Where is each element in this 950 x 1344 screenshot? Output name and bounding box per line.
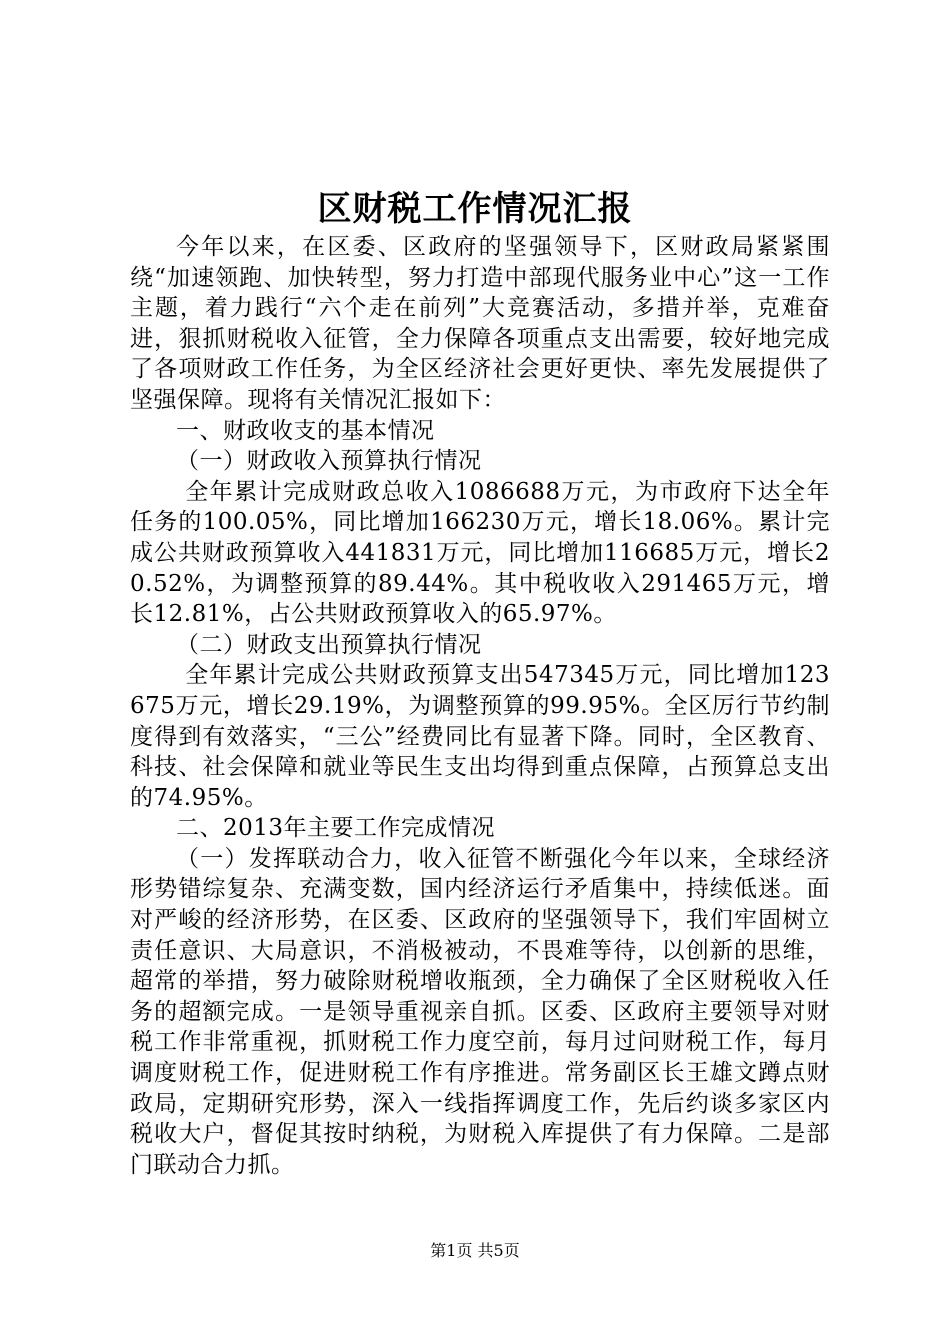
subsection-heading-1-1: （一）财政收入预算执行情况 (176, 448, 482, 475)
intro-paragraph: 今年以来，在区委、区政府的坚强领导下，区财政局紧紧围绕“加速领跑、加快转型，努力打造中部现代服务业中心”这一工作主题，着力践行“六个走在前列”大竞赛活动，多措并举，克难奋进，狠抓财税收入征管，全力保障各项重点支出需要，较好地完成了各项财政工作任务，为全区经济社会更好更快、率先发展提供了坚强保障。现将有关情况汇报如下： (130, 234, 830, 413)
subsection-heading-1-2: （二）财政支出预算执行情况 (176, 631, 482, 658)
document-title: 区财税工作情况汇报 (317, 189, 633, 229)
expenditure-paragraph: 全年累计完成公共财政预算支出547345万元，同比增加123675万元，增长29.19%，为调整预算的99.95%。全区厉行节约制度得到有效落实，“三公”经费同比有显著下降。同时，全区教育、科技、社会保障和就业等民生支出均得到重点保障，占预算总支出的74.95%。 (130, 662, 830, 811)
document-body (130, 232, 830, 1180)
page-footer: 第1页 共5页 (430, 1241, 520, 1260)
section-heading-2: 二、2013年主要工作完成情况 (176, 815, 496, 842)
revenue-paragraph: 全年累计完成财政总收入1086688万元，为市政府下达全年任务的100.05%，同比增加166230万元，增长18.06%。累计完成公共财政预算收入441831万元，同比增加116685万元，增长20.52%，为调整预算的89.44%。其中税收收入291465万元，增长12.81%，占公共财政预算收入的65.97%。 (130, 478, 830, 628)
work-paragraph: （一）发挥联动合力，收入征管不断强化今年以来，全球经济形势错综复杂、充满变数，国内经济运行矛盾集中，持续低迷。面对严峻的经济形势，在区委、区政府的坚强领导下，我们牢固树立责任意识、大局意识，不消极被动，不畏难等待，以创新的思维，超常的举措，努力破除财税增收瓶颈，全力确保了全区财税收入任务的超额完成。一是领导重视亲自抓。区委、区政府主要领导对财税工作非常重视，抓财税工作力度空前，每月过问财税工作，每月调度财税工作，促进财税工作有序推进。常务副区长王雄文蹲点财政局，定期研究形势，深入一线指挥调度工作，先后约谈多家区内税收大户，督促其按时纳税，为财税入库提供了有力保障。二是部门联动合力抓。 (130, 845, 830, 1178)
section-heading-1: 一、财政收支的基本情况 (176, 417, 435, 444)
